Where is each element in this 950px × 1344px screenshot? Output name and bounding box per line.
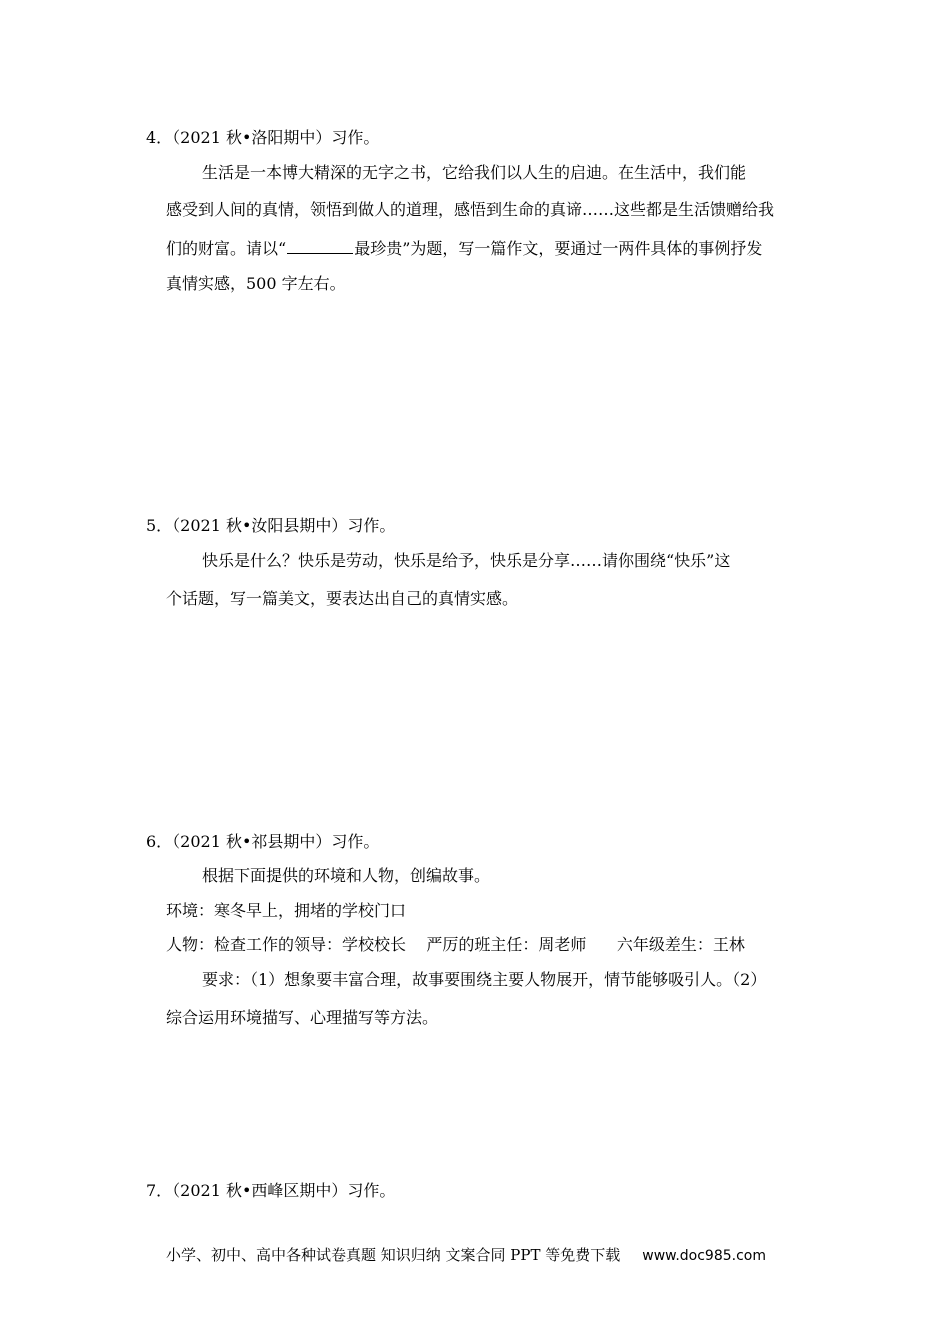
- question-6-characters: 人物：检查工作的领导：学校校长 严厉的班主任：周老师 六年级差生：王林: [166, 935, 745, 954]
- footer-url[interactable]: www.doc985.com: [642, 1248, 767, 1264]
- question-5-header: 5．（2021 秋•汝阳县期中）习作。: [146, 516, 396, 535]
- question-4-text-line-3: [166, 237, 762, 259]
- page-footer: [166, 1245, 766, 1266]
- question-4-text-line-2: 感受到人间的真情，领悟到做人的道理，感悟到生命的真谛……这些都是生活馈赠给我: [166, 200, 775, 219]
- question-6-requirement-line-1: 要求：（1）想象要丰富合理，故事要围绕主要人物展开，情节能够吸引人。（2）: [202, 970, 767, 989]
- question-6-text-line-1: 根据下面提供的环境和人物，创编故事。: [202, 866, 491, 885]
- question-5-text-line-1: 快乐是什么？快乐是劳动，快乐是给予，快乐是分享……请你围绕“快乐”这: [202, 551, 731, 570]
- fill-in-blank: [287, 237, 353, 254]
- question-6-header: 6．（2021 秋•祁县期中）习作。: [146, 832, 380, 851]
- question-5-text-line-2: 个话题，写一篇美文，要表达出自己的真情实感。: [166, 589, 519, 608]
- question-4-text-line-3-before: 们的财富。请以“: [166, 239, 287, 258]
- question-4-text-line-4: 真情实感，500 字左右。: [166, 274, 346, 293]
- question-4-text-line-3-after: 最珍贵”为题，写一篇作文，要通过一两件具体的事例抒发: [354, 239, 763, 258]
- question-6-requirement-line-2: 综合运用环境描写、心理描写等方法。: [166, 1008, 439, 1027]
- question-4-text-line-1: 生活是一本博大精深的无字之书，它给我们以人生的启迪。在生活中，我们能: [202, 163, 747, 182]
- question-4-header: 4．（2021 秋•洛阳期中）习作。: [146, 128, 380, 147]
- question-6-environment: 环境：寒冬早上，拥堵的学校门口: [166, 901, 407, 920]
- footer-text: 小学、初中、高中各种试卷真题 知识归纳 文案合同 PPT 等免费下载: [166, 1246, 621, 1264]
- question-7-header: 7．（2021 秋•西峰区期中）习作。: [146, 1181, 396, 1200]
